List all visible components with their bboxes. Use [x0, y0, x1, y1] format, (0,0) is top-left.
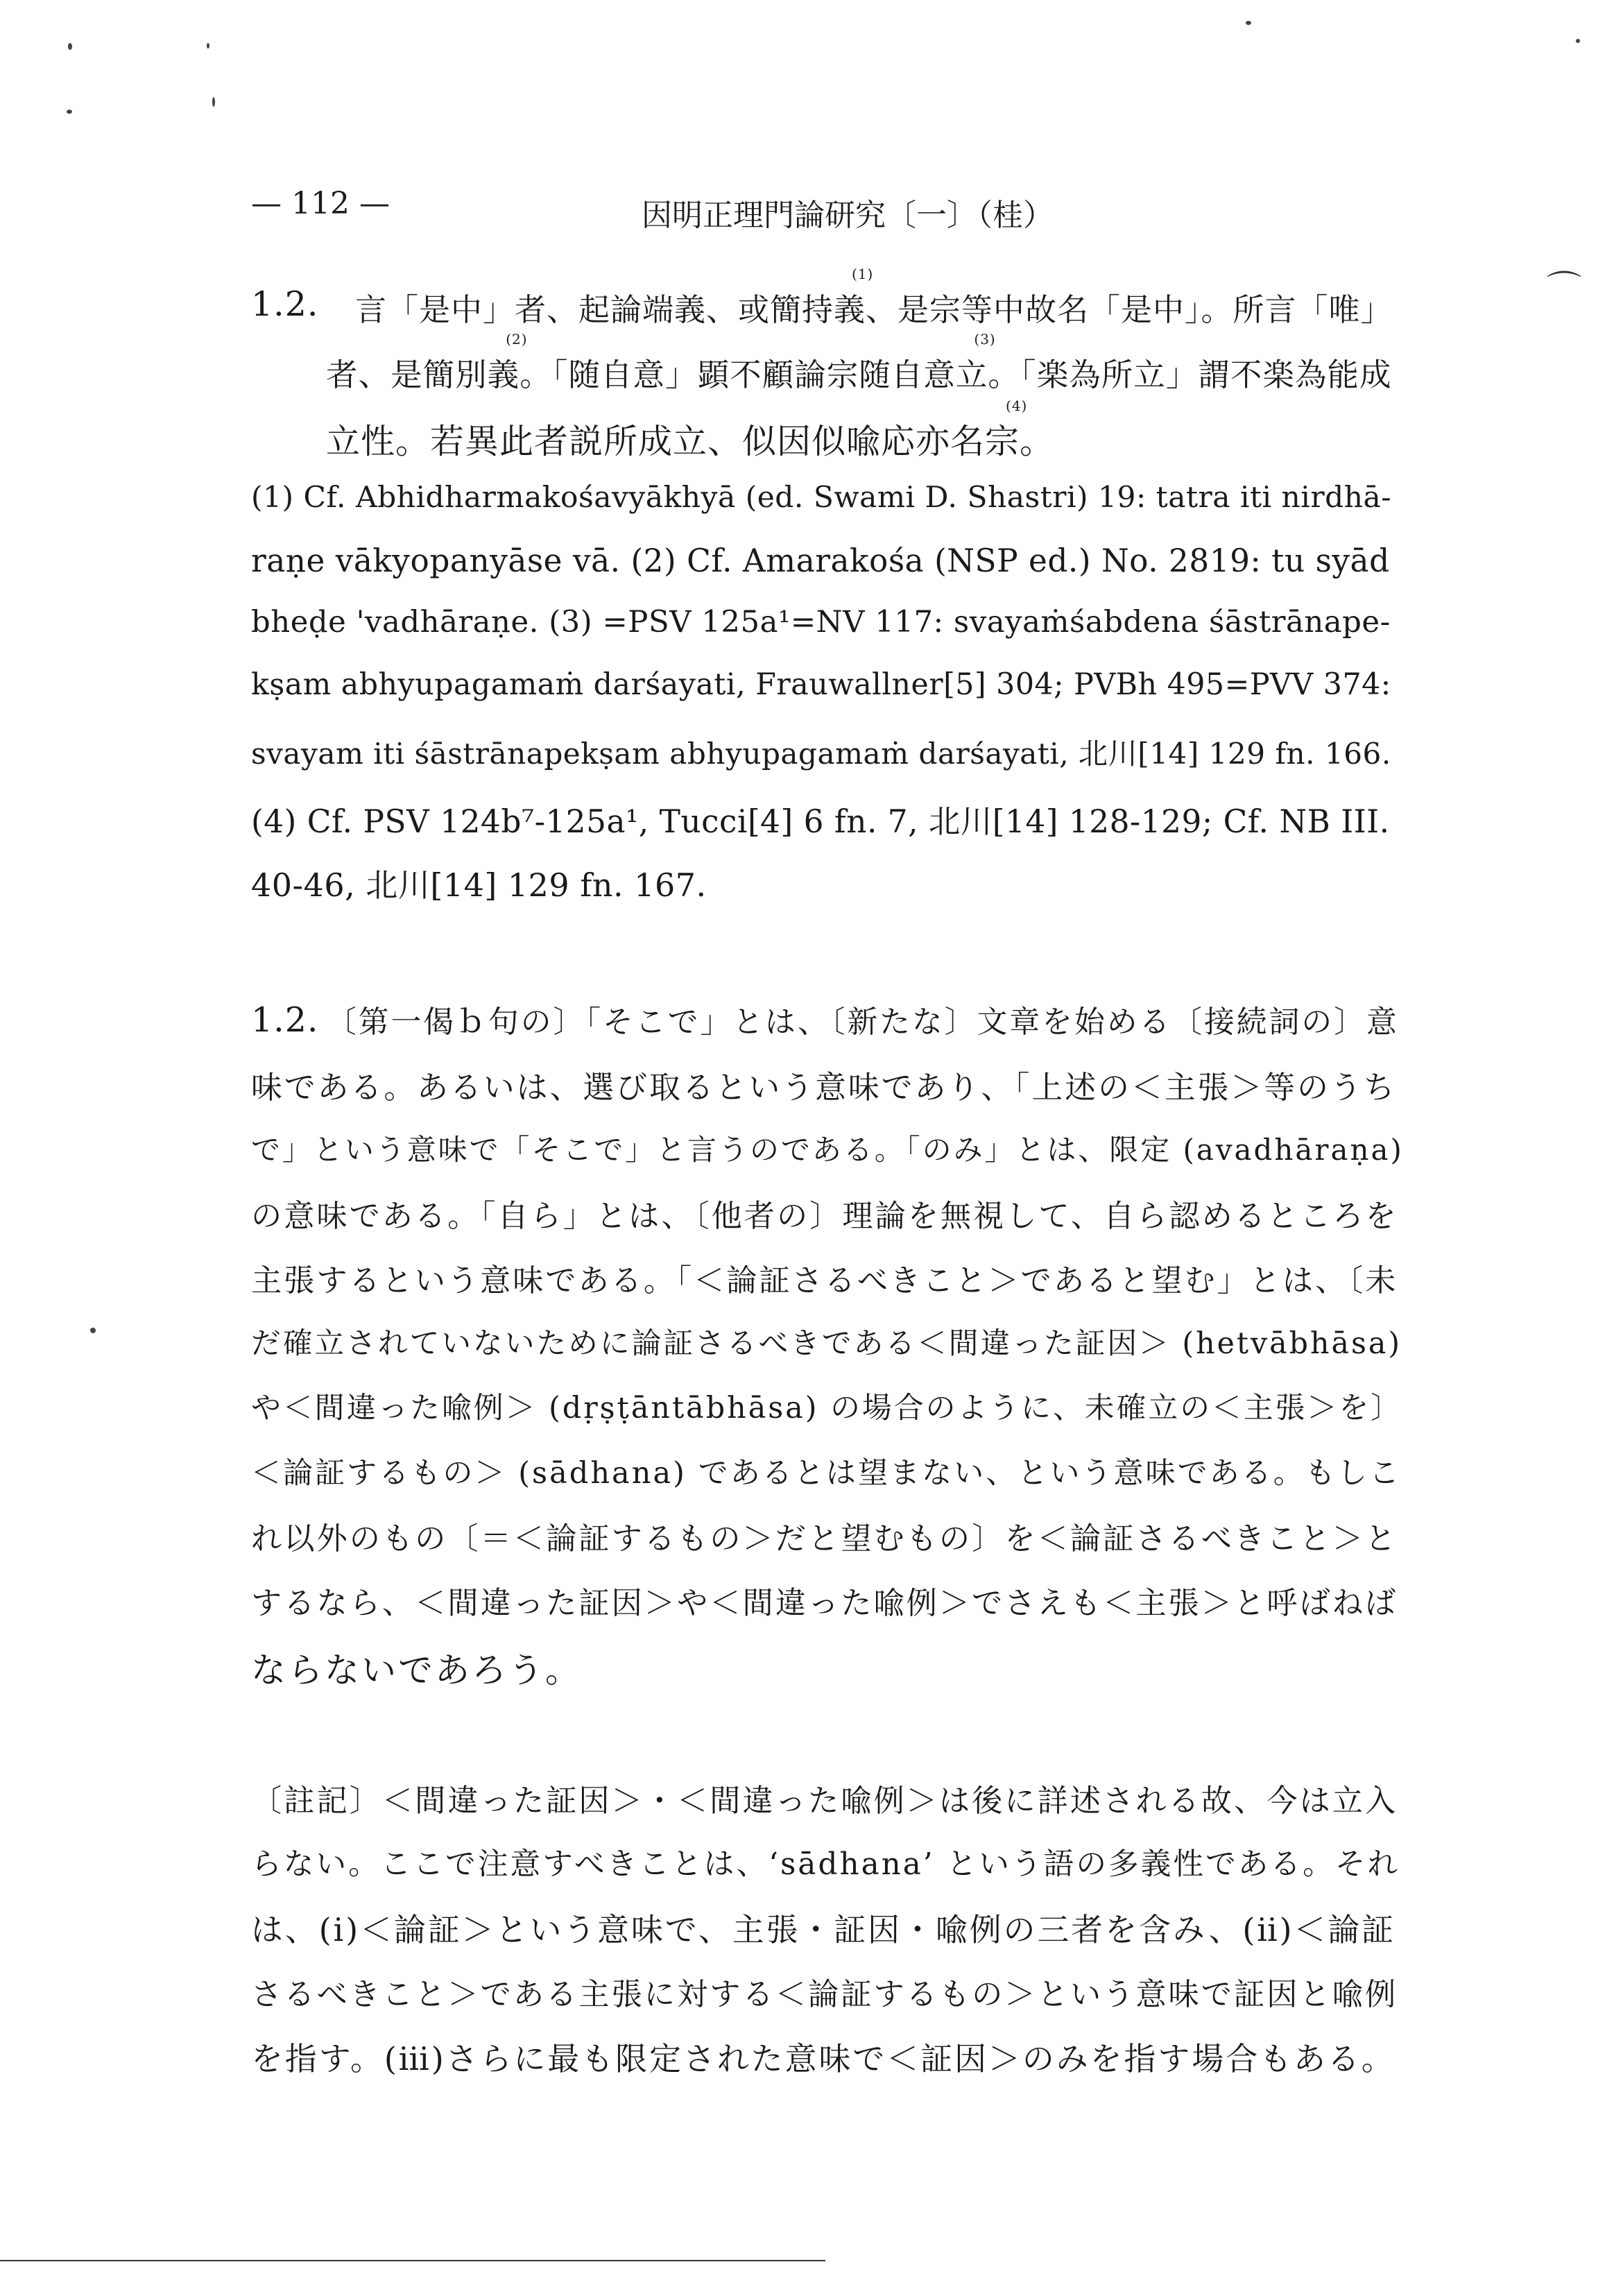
translation-line: 味である。あるいは、選び取るという意味であり、「上述の＜主張＞等のうち — [251, 1069, 1397, 1106]
note-line: らない。ここで注意すべきことは、‘sādhana’ という語の多義性である。それ — [251, 1847, 1400, 1882]
footnote-mark: (4) — [1006, 397, 1028, 414]
verse-number: 1.2. — [251, 284, 319, 324]
margin-mark: ⌒ — [1547, 268, 1581, 309]
footnote-line: raṇe vākyopanyāse vā. (2) Cf. Amarakośa (NSP ed.) No. 2819: tu syād — [251, 542, 1390, 579]
translation-line: だ確立されていないために論証さるべきである＜間違った証因＞ (hetvābhāsa) — [251, 1326, 1402, 1361]
scan-speck — [212, 97, 215, 107]
translation-line: 〔第一偈ｂ句の〕「そこで」とは、〔新たな〕文章を始める〔接続詞の〕意 — [326, 1004, 1399, 1040]
scan-speck — [68, 43, 72, 50]
bottom-rule — [0, 2260, 825, 2261]
footnote-mark: (1) — [852, 266, 874, 282]
page-number: — 112 — — [251, 186, 390, 221]
translation-number: 1.2. — [251, 1000, 319, 1040]
note-line: 〔註記〕＜間違った証因＞・＜間違った喩例＞は後に詳述される故、今は立入 — [251, 1783, 1398, 1819]
translation-line: ならないであろう。 — [251, 1650, 582, 1690]
footnote-line: (4) Cf. PSV 124b⁷-125a¹, Tucci[4] 6 fn. 7, 北川[14] 128-129; Cf. NB III. — [251, 803, 1390, 840]
footnote-line: 40-46, 北川[14] 129 fn. 167. — [251, 866, 707, 904]
verse-line-2: 者、是簡別義$^{(2)}$。「随自意」顕不顧論宗随自意立$^{(3)}$。「楽為所立」謂不楽為能成 — [326, 330, 1392, 393]
note-line: さるべきこと＞である主張に対する＜論証するもの＞という意味で証因と喩例 — [251, 1977, 1398, 2012]
footnote-line: (1) Cf. Abhidharmakośavyākhyā (ed. Swami D. Shastri) 19: tatra iti nirdhā- — [251, 480, 1392, 514]
verse-line-1: 言「是中」者、起論端義、或簡持義$^{(1)}$、是宗等中故名「是中」。所言「唯」 — [355, 266, 1393, 328]
translation-line: や＜間違った喩例＞ (dṛṣṭāntābhāsa) の場合のように、未確立の＜主張＞を〕 — [251, 1391, 1402, 1425]
translation-line: 主張するという意味である。「＜論証さるべきこと＞であると望む」とは、〔未 — [251, 1263, 1398, 1299]
translation-line: で」という意味で「そこで」と言うのである。「のみ」とは、限定 (avadhāraṇa) — [251, 1133, 1404, 1167]
translation-line: するなら、＜間違った証因＞や＜間違った喩例＞でさえも＜主張＞と呼ばねば — [251, 1586, 1398, 1621]
note-line: を指す。(ⅲ)さらに最も限定された意味で＜証因＞のみを指す場合もある。 — [251, 2040, 1396, 2077]
scan-speck — [1246, 21, 1251, 25]
footnote-line: svayam iti śāstrānapekṣam abhyupagamaṁ darśayati, 北川[14] 129 fn. 166. — [251, 737, 1391, 771]
scan-speck — [90, 1328, 96, 1333]
translation-line: れ以外のもの〔＝＜論証するもの＞だと望むもの〕を＜論証さるべきこと＞と — [251, 1521, 1398, 1557]
running-title: 因明正理門論研究〔一〕（桂） — [642, 198, 1054, 233]
scan-speck — [67, 110, 72, 114]
verse-line-3: 立性。若異此者説所成立、似因似喩応亦名宗$^{(4)}$。 — [326, 397, 1055, 461]
scan-speck — [207, 43, 209, 49]
scan-speck — [1576, 39, 1580, 43]
translation-line: の意味である。「自ら」とは、〔他者の〕理論を無視して、自ら認めるところを — [251, 1199, 1398, 1234]
footnote-line: bheḍe 'vadhāraṇe. (3) =PSV 125a¹=NV 117: svayaṁśabdena śāstrānape- — [251, 605, 1391, 640]
footnote-mark: (2) — [506, 330, 528, 348]
footnote-mark: (3) — [974, 330, 996, 348]
note-line: は、(ⅰ)＜論証＞という意味で、主張・証因・喩例の三者を含み、(ⅱ)＜論証 — [251, 1911, 1396, 1948]
footnote-line: kṣam abhyupagamaṁ darśayati, Frauwallner[5] 304; PVBh 495=PVV 374: — [251, 667, 1391, 702]
translation-line: ＜論証するもの＞ (sādhana) であるとは望まない、という意味である。もしこ — [251, 1456, 1402, 1491]
